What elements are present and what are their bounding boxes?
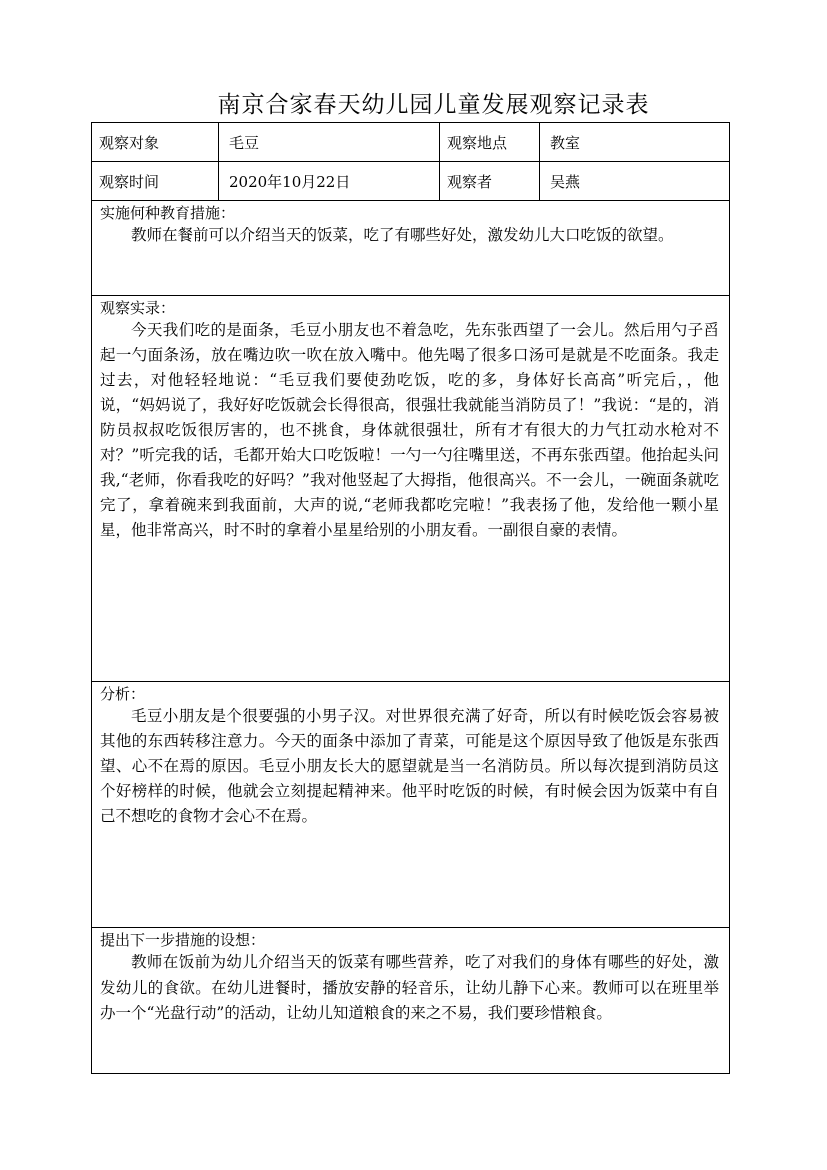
time-label: 观察时间	[92, 162, 219, 201]
location-label: 观察地点	[440, 123, 540, 162]
table-row	[92, 123, 730, 162]
measures-section	[92, 201, 730, 296]
page-title: 南京合家春天幼儿园儿童发展观察记录表	[217, 92, 650, 118]
analysis-section	[92, 682, 730, 928]
next-steps-text: 教师在饭前为幼儿介绍当天的饭菜有哪些营养，吃了对我们的身体有哪些的好处，激发幼儿的食欲。在幼儿进餐时，播放安静的轻音乐，让幼儿静下心来。教师可以在班里举办一个“光盘行动”的活动，让幼儿知道粮食的来之不易，我们要珍惜粮食。	[100, 953, 719, 1022]
measures-text: 教师在餐前可以介绍当天的饭菜，吃了有哪些好处，激发幼儿大口吃饭的欲望。	[131, 226, 674, 244]
next-steps-label: 提出下一步措施的设想：	[100, 931, 266, 949]
observation-label: 观察实录：	[100, 299, 176, 317]
analysis-text: 毛豆小朋友是个很要强的小男子汉。对世界很充满了好奇，所以有时候吃饭会容易被其他的东西转移注意力。今天的面条中添加了青菜，可能是这个原因导致了他饭是东张西望、心不在焉的原因。毛豆小朋友长大的愿望就是当一名消防员。所以每次提到消防员这个好榜样的时候，他就会立刻提起精神来。他平时吃饭的时候，有时候会因为饭菜中有自己不想吃的食物才会心不在焉。	[100, 707, 719, 825]
measures-label: 实施何种教育措施：	[100, 204, 236, 222]
table-row	[92, 201, 730, 296]
observation-record-table	[91, 122, 730, 1074]
observer-value: 吴燕	[540, 162, 730, 201]
table-row	[92, 928, 730, 1074]
observation-text: 今天我们吃的是面条，毛豆小朋友也不着急吃，先东张西望了一会儿。然后用勺子舀起一勺面条汤，放在嘴边吹一吹在放入嘴中。他先喝了很多口汤可是就是不吃面条。我走过去，对他轻轻地说：“毛豆我们要使劲吃饭，吃的多，身体好长高高”听完后，，他说，“妈妈说了，我好好吃饭就会长得很高，很强壮我就能当消防员了！”我说：“是的，消防员叔叔吃饭很厉害的，也不挑食，身体就很强壮，所有才有很大的力气扛动水枪对不对？”听完我的话，毛都开始大口吃饭啦！一勺一勺往嘴里送，不再东张西望。他抬起头问我,“老师，你看我吃的好吗？”我对他竖起了大拇指，他很高兴。不一会儿，一碗面条就吃完了，拿着碗来到我面前，大声的说,“老师我都吃完啦！”我表扬了他，发给他一颗小星星，他非常高兴，时不时的拿着小星星给别的小朋友看。一副很自豪的表情。	[100, 321, 719, 539]
table-row	[92, 296, 730, 682]
time-value: 2020年10月22日	[219, 162, 440, 201]
subject-value: 毛豆	[219, 123, 440, 162]
table-row	[92, 682, 730, 928]
next-steps-section	[92, 928, 730, 1074]
observer-label: 观察者	[440, 162, 540, 201]
table-row	[92, 162, 730, 201]
subject-label: 观察对象	[92, 123, 219, 162]
location-value: 教室	[540, 123, 730, 162]
observation-section	[92, 296, 730, 682]
analysis-label: 分析：	[100, 685, 146, 703]
